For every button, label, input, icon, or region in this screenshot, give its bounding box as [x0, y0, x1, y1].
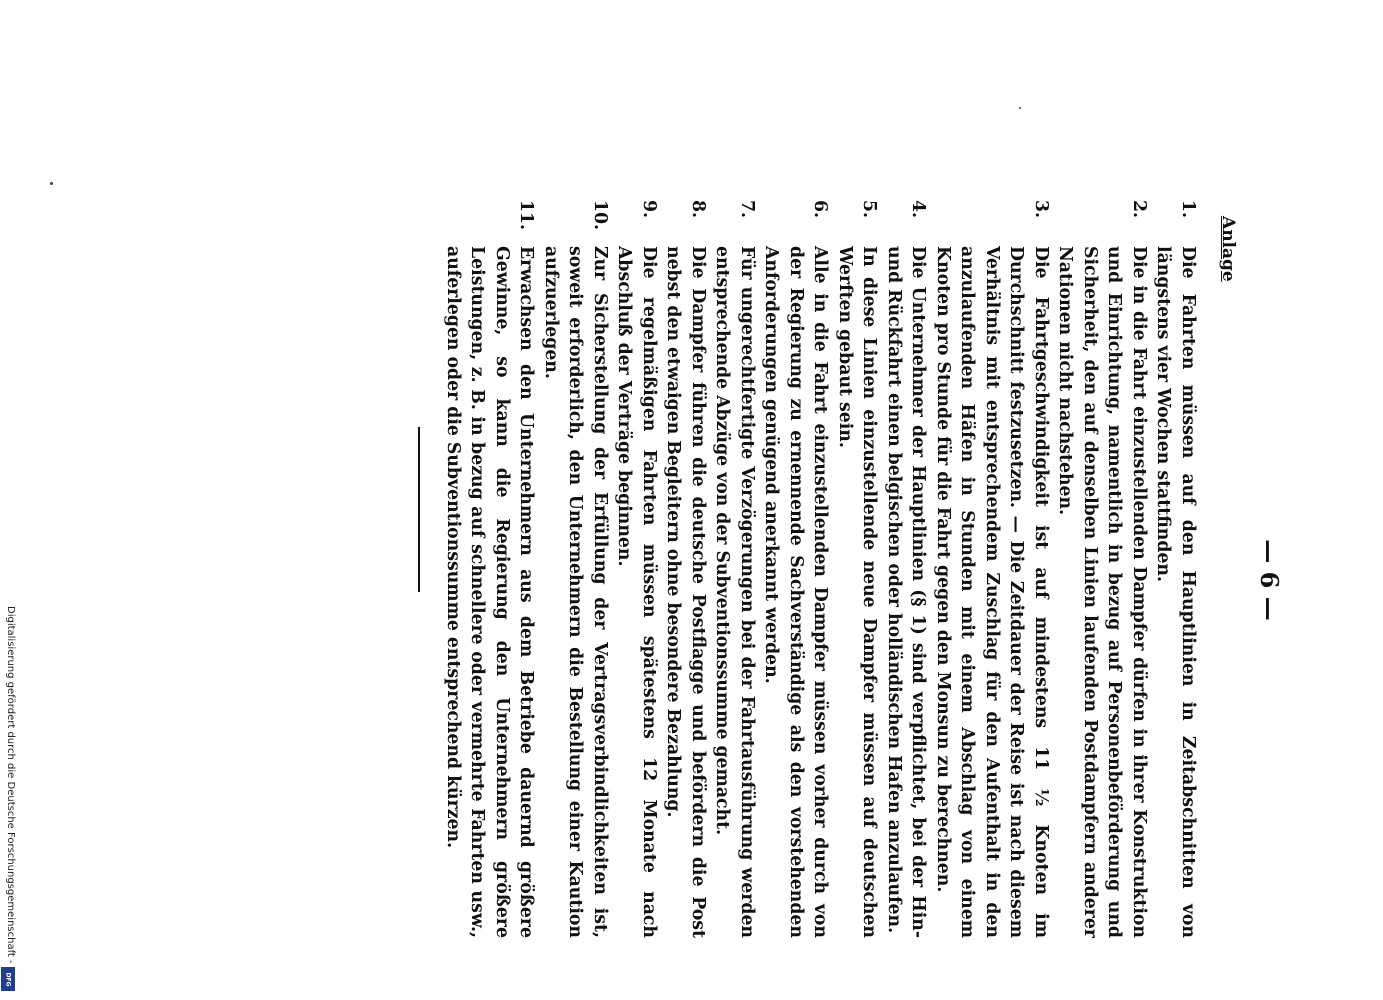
item-text: Die Fahrtgeschwindigkeit ist auf mindestens 11 ½ Knoten im Durchschnitt festzusetzen. — Die Zeitdauer der Reise ist nach diesem Verhältnis mit entsprechendem Zuschlag für den Aufenthalt in den anzulaufenden Häfen in Stunden mit einem Abschlag von einem Knoten pro Stunde für die Fahrt gegen den Monsun zu berechnen.	[933, 246, 1051, 938]
document-heading: Anlage	[1218, 216, 1238, 282]
item-number: 4.	[908, 200, 929, 219]
item-text: Die regelmäßigen Fahrten müssen spätestens 12 Monate nach Abschluß der Verträge beginnen.	[614, 246, 659, 938]
item-number: 3.	[1031, 200, 1051, 219]
item-text: In diese Linien einzustellende neue Dampfer müssen auf deutschen Werften gebaut sein.	[835, 246, 880, 938]
item-number: 8.	[688, 200, 708, 219]
list-item	[612, 200, 661, 938]
item-number: 10.	[590, 200, 610, 231]
item-number: 2.	[1129, 200, 1149, 219]
list-item	[1151, 200, 1200, 938]
item-number: 7.	[737, 200, 757, 219]
list-item	[441, 200, 539, 938]
item-number: 11.	[516, 200, 537, 231]
rotated-page	[390, 200, 1290, 960]
dfg-logo	[1, 967, 15, 991]
item-text: Erwachsen den Unternehmern aus dem Betriebe dauernd größere Gewinne, so kann die Regierung den Unternehmern größere Leistungen, z. B. in bezug auf schnellere oder vermehrte Fahrten usw., auferlegen oder die Subventionssumme entsprechend kürzen.	[443, 246, 537, 938]
item-text: Alle in die Fahrt einzustellenden Dampfer müssen vorher durch von der Regierung zu ernennende Sachverständige als den vorstehenden Anforderungen genügend anerkannt werden.	[761, 246, 831, 938]
item-number: 1.	[1178, 200, 1198, 219]
list-item	[759, 200, 833, 938]
list-item	[1053, 200, 1151, 938]
item-number: 9.	[639, 200, 659, 219]
item-number: 5.	[859, 200, 880, 219]
dfg-logo-text: DFG	[4, 971, 12, 987]
scan-speck	[50, 182, 53, 185]
item-text: Die in die Fahrt einzustellenden Dampfer dürfen in ihrer Konstruktion und Einrichtung, namentlich in bezug auf Personenbeförderung und Sicherheit, den auf denselben Linien laufenden Postdampfern anderer Nationen nicht nachstehen.	[1055, 246, 1149, 938]
list-item	[539, 200, 613, 938]
closing-rule	[418, 427, 420, 592]
list-item	[661, 200, 710, 938]
provisions-list	[441, 200, 1201, 938]
scan-speck	[1019, 107, 1021, 109]
item-number: 6.	[810, 200, 831, 219]
item-text: Die Unternehmer der Hauptlinien (§ 1) sind verpflichtet, bei der Hin- und Rückfahrt einen belgischen oder holländischen Hafen anzulaufen.	[884, 246, 929, 938]
digitization-credit: Digitalisierung gefördert durch die Deutsche Forschungsgemeinschaft -	[5, 606, 16, 964]
item-text: Zur Sicherstellung der Erfüllung der Vertragsverbindlichkeiten ist, soweit erforderlich, den Unternehmern die Bestellung einer Kaution aufzuerlegen.	[541, 246, 610, 938]
list-item	[931, 200, 1054, 938]
list-item	[710, 200, 759, 938]
page-number: — 6 —	[1255, 539, 1284, 621]
list-item	[882, 200, 931, 938]
item-text: Die Fahrten müssen auf den Hauptlinien in Zeitabschnitten von längstens vier Wochen stattfinden.	[1153, 246, 1198, 938]
item-text: Die Dampfer führen die deutsche Postflagge und befördern die Post nebst den etwaigen Begleitern ohne besondere Bezahlung.	[663, 246, 708, 938]
item-text: Für ungerechtfertigte Verzögerungen bei der Fahrtausführung werden entsprechende Abzüge von der Subventionssumme gemacht.	[712, 246, 757, 938]
list-item	[833, 200, 882, 938]
